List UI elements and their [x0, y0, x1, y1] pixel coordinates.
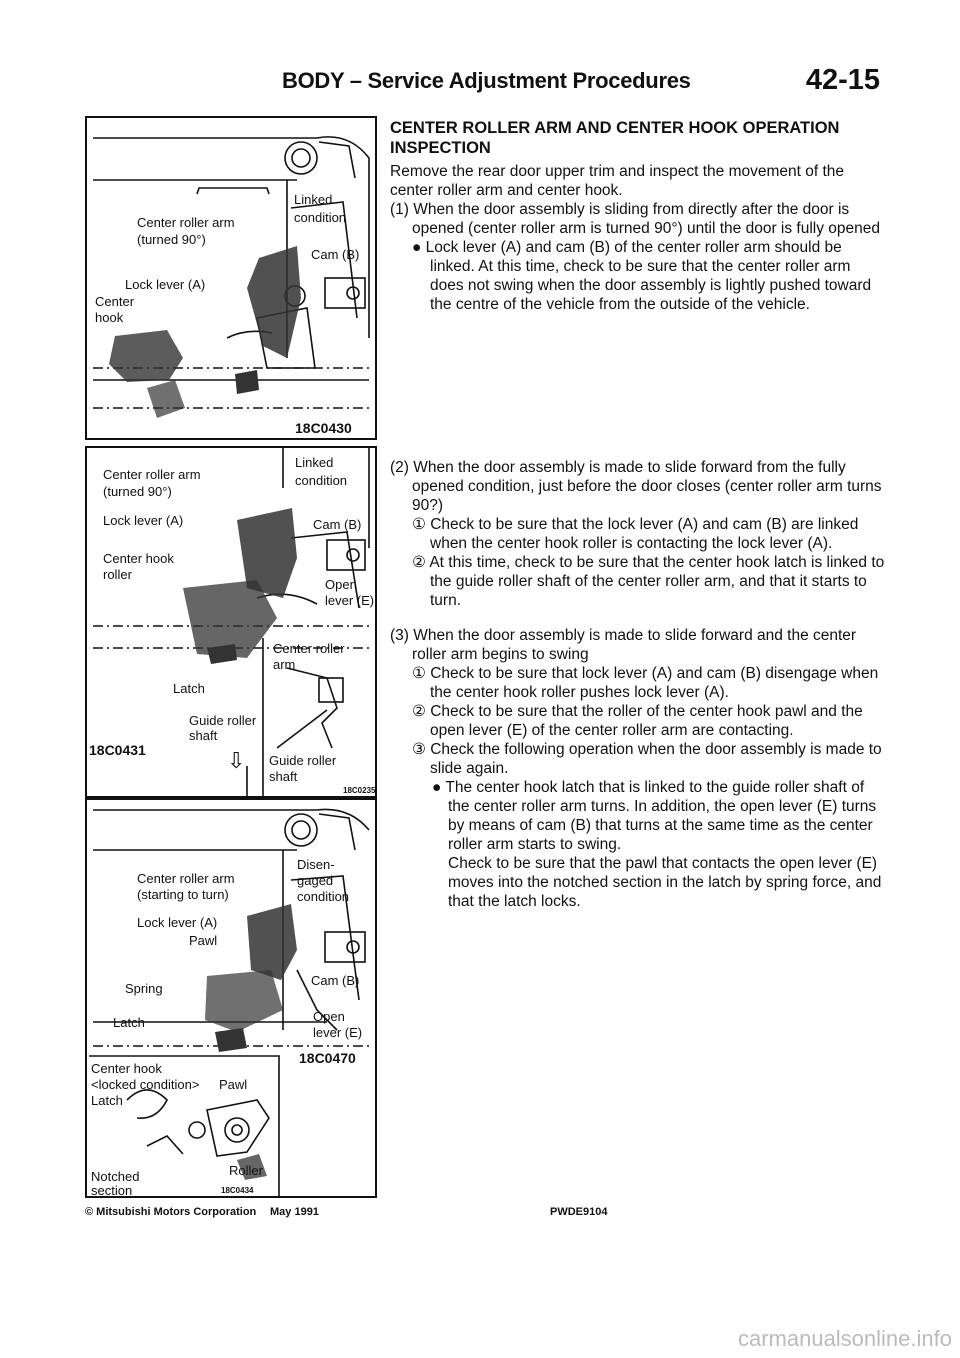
label-shaft: shaft [189, 728, 218, 743]
text-column-top [390, 118, 886, 314]
label-lever-e: lever (E) [313, 1025, 363, 1040]
text-column-bottom [390, 458, 886, 911]
label-shaft-2: shaft [269, 769, 298, 784]
label-open: Open [325, 577, 357, 592]
label-linked: Linked [294, 192, 333, 207]
page-title: BODY – Service Adjustment Procedures [282, 68, 691, 93]
step-2-a: ① Check to be sure that the lock lever (A) and cam (B) are linked when the center hook roller is contacting the lock lever (A). [412, 516, 859, 552]
label-locked-condition: <locked condition> [91, 1077, 200, 1092]
step-1-bullet: ● Lock lever (A) and cam (B) of the center roller arm should be linked. At this time, check to be sure that the center roller arm does not swing when the door assembly is lightly pushed toward the centre of the vehicle from the outside of the vehicle. [412, 239, 872, 313]
label-turned-90: (turned 90°) [103, 484, 172, 499]
label-notched: Notched [91, 1169, 140, 1184]
label-center-roller-arm: Center roller arm [137, 215, 235, 230]
step-3-check: Check to be sure that the pawl that contacts the open lever (E) moves into the notched section in the latch by spring force, and that the latch locks. [448, 855, 882, 910]
label-center-roller: Center roller [273, 641, 345, 656]
footer-copyright: © Mitsubishi Motors Corporation [85, 1206, 257, 1218]
step-3-bullet: ● The center hook latch that is linked to the guide roller shaft of the center roller arm turns. In addition, the open lever (E) turns by means of cam (B) that turns at the same time as the center roller arm starts to swing. [432, 779, 877, 853]
step-3: (3) When the door assembly is made to slide forward and the center roller arm begins to swing [390, 627, 857, 663]
label-gaged: gaged [297, 873, 334, 888]
label-spring: Spring [125, 981, 163, 996]
label-disengaged: Disen- [297, 857, 335, 872]
intro-paragraph: Remove the rear door upper trim and inspect the movement of the center roller arm and center hook. [390, 163, 845, 199]
down-arrow-icon: ⇩ [227, 748, 246, 773]
label-starting-to-turn: (starting to turn) [137, 887, 229, 902]
label-condition: condition [297, 889, 350, 904]
label-center: Center [95, 294, 135, 309]
footer-code: PWDE9104 [550, 1206, 608, 1218]
label-turned-90: (turned 90°) [137, 232, 206, 247]
section-heading-line-1: CENTER ROLLER ARM AND CENTER HOOK OPERATION [390, 119, 840, 137]
figure-code: 18C0430 [295, 420, 352, 436]
figure-code: 18C0470 [299, 1050, 356, 1066]
label-pawl-2: Pawl [219, 1077, 248, 1092]
label-center-hook: Center hook [103, 551, 174, 566]
figure-code: 18C0431 [89, 742, 146, 758]
step-2-b: ② At this time, check to be sure that the center hook latch is linked to the guide roller shaft of the center roller arm, and that it starts to turn. [412, 554, 885, 609]
label-guide-roller-2: Guide roller [269, 753, 337, 768]
label-latch-2: Latch [91, 1093, 123, 1108]
label-section: section [91, 1183, 133, 1198]
label-lock-lever-a: Lock lever (A) [103, 513, 184, 528]
figure-18c0430 [85, 116, 377, 440]
step-1: (1) When the door assembly is sliding from directly after the door is opened (center roller arm is turned 90°) until the door is fully opened [390, 201, 881, 237]
label-latch: Latch [173, 681, 205, 696]
step-3-a: ① Check to be sure that lock lever (A) and cam (B) disengage when the center hook roller pushes lock lever (A). [412, 665, 879, 701]
step-3-c: ③ Check the following operation when the door assembly is made to slide again. [412, 741, 882, 777]
label-pawl: Pawl [189, 933, 218, 948]
label-hook: hook [95, 310, 124, 325]
step-3-b: ② Check to be sure that the roller of the center hook pawl and the open lever (E) of the center roller arm are contacting. [412, 703, 863, 739]
figure-18c0431 [85, 446, 377, 798]
label-lock-lever-a: Lock lever (A) [125, 277, 206, 292]
figure-code-small: 18C0235 [343, 786, 376, 795]
page-header [0, 64, 960, 104]
figure-code-small: 18C0434 [221, 1186, 254, 1195]
figure-18c0470 [85, 798, 377, 1198]
label-condition: condition [294, 210, 347, 225]
label-lock-lever-a: Lock lever (A) [137, 915, 218, 930]
label-center-roller-arm: Center roller arm [137, 871, 235, 886]
label-guide-roller: Guide roller [189, 713, 257, 728]
label-cam-b: Cam (B) [313, 517, 362, 532]
label-cam-b: Cam (B) [311, 247, 360, 262]
page-number: 42-15 [805, 64, 880, 96]
label-linked: Linked [295, 455, 334, 470]
step-2: (2) When the door assembly is made to slide forward from the fully opened condition, just before the door closes (center roller arm turns 90?) [390, 459, 882, 514]
label-cam-b: Cam (B) [311, 973, 360, 988]
footer-date: May 1991 [270, 1206, 319, 1218]
label-roller: roller [103, 567, 132, 582]
label-center-roller-arm: Center roller arm [103, 467, 201, 482]
label-latch: Latch [113, 1015, 145, 1030]
label-center-hook: Center hook [91, 1061, 162, 1076]
label-arm: arm [273, 657, 296, 672]
section-heading-line-2: INSPECTION [390, 139, 491, 157]
watermark: carmanualsonline.info [737, 1326, 952, 1351]
label-lever-e: lever (E) [325, 593, 375, 608]
label-roller: Roller [229, 1163, 263, 1178]
label-open: Open [313, 1009, 345, 1024]
label-condition: condition [295, 473, 348, 488]
